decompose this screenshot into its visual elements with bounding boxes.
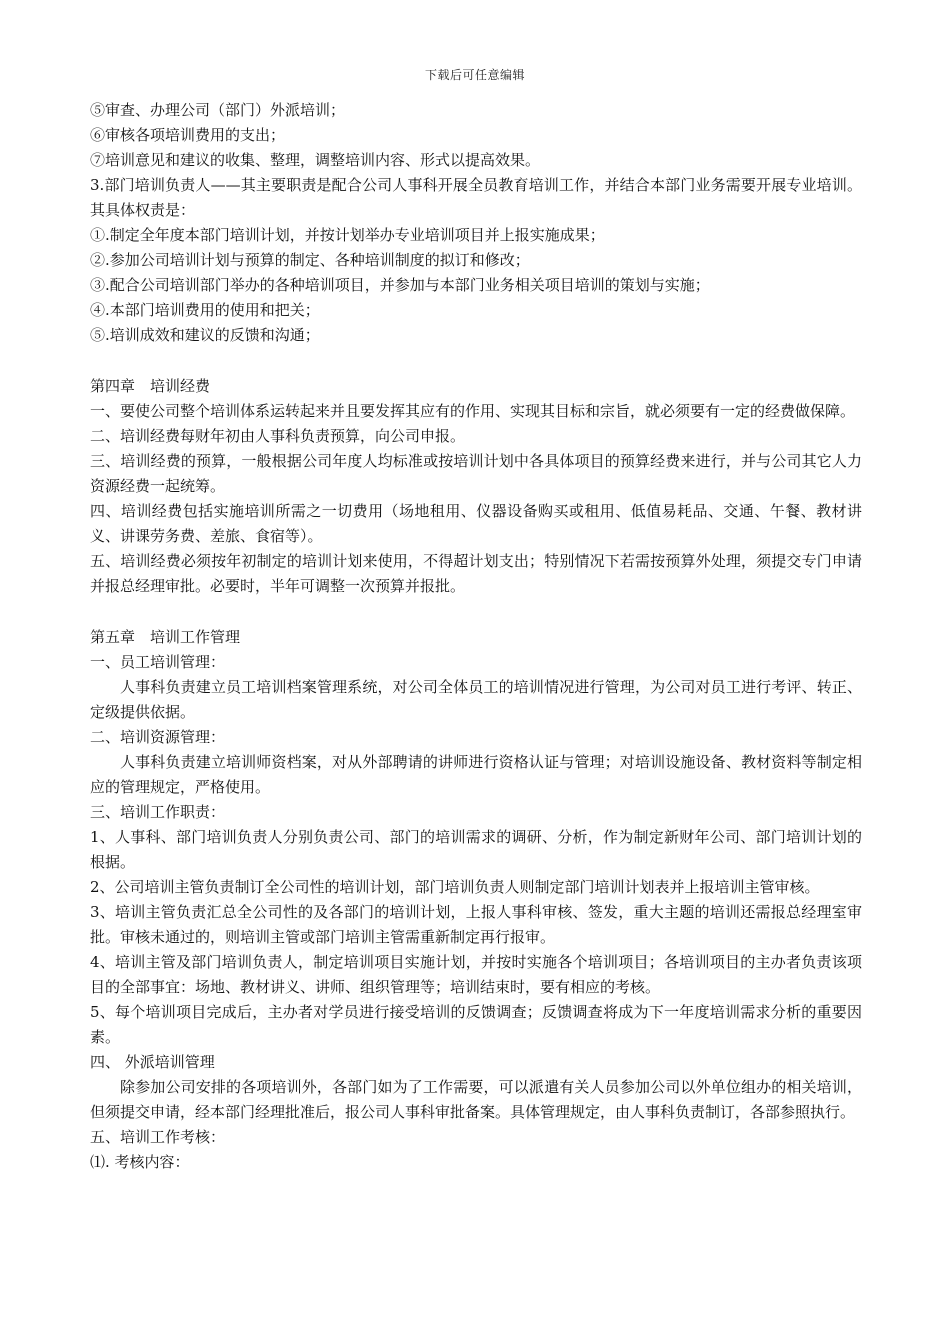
paragraph: 第四章 培训经费 bbox=[90, 377, 211, 395]
paragraph: ③.配合公司培训部门举办的各种培训项目，并参加与本部门业务相关项目培训的策划与实施； bbox=[90, 276, 710, 294]
paragraph: ⑤审查、办理公司（部门）外派培训； bbox=[90, 101, 346, 119]
paragraph: ②.参加公司培训计划与预算的制定、各种培训制度的拟订和修改； bbox=[90, 251, 530, 269]
paragraph: ⑤.培训成效和建议的反馈和沟通； bbox=[90, 326, 320, 344]
paragraph: 二、培训资源管理： bbox=[90, 728, 226, 746]
paragraph: 1、人事科、部门培训负责人分别负责公司、部门的培训需求的调研、分析，作为制定新财年公司、部门培训计划的根据。 bbox=[90, 828, 862, 871]
paragraph: ④.本部门培训费用的使用和把关； bbox=[90, 301, 320, 319]
paragraph: 四、培训经费包括实施培训所需之一切费用（场地租用、仪器设备购买或租用、低值易耗品、交通、午餐、教材讲义、讲课劳务费、差旅、食宿等）。 bbox=[90, 502, 862, 545]
paragraph: ⑥审核各项培训费用的支出； bbox=[90, 126, 286, 144]
paragraph-spacer bbox=[90, 348, 862, 374]
paragraph: 人事科负责建立员工培训档案管理系统，对公司全体员工的培训情况进行管理，为公司对员工进行考评、转正、定级提供依据。 bbox=[90, 678, 862, 721]
document-body bbox=[90, 98, 862, 1175]
paragraph: 三、培训工作职责： bbox=[90, 803, 226, 821]
paragraph: 5、每个培训项目完成后，主办者对学员进行接受培训的反馈调查；反馈调查将成为下一年度培训需求分析的重要因素。 bbox=[90, 1003, 862, 1046]
paragraph: 人事科负责建立培训师资档案，对从外部聘请的讲师进行资格认证与管理；对培训设施设备、教材资料等制定相应的管理规定，严格使用。 bbox=[90, 753, 862, 796]
paragraph: 二、培训经费每财年初由人事科负责预算，向公司申报。 bbox=[90, 427, 466, 445]
paragraph: 4、培训主管及部门培训负责人，制定培训项目实施计划，并按时实施各个培训项目；各培训项目的主办者负责该项目的全部事宜：场地、教材讲义、讲师、组织管理等；培训结束时，要有相应的考核。 bbox=[90, 953, 862, 996]
paragraph: 一、要使公司整个培训体系运转起来并且要发挥其应有的作用、实现其目标和宗旨，就必须要有一定的经费做保障。 bbox=[90, 402, 856, 420]
paragraph: 三、培训经费的预算，一般根据公司年度人均标准或按培训计划中各具体项目的预算经费来进行，并与公司其它人力资源经费一起统筹。 bbox=[90, 452, 862, 495]
paragraph: 除参加公司安排的各项培训外，各部门如为了工作需要，可以派遣有关人员参加公司以外单位组办的相关培训，但须提交申请，经本部门经理批准后，报公司人事科审批备案。具体管理规定，由人事科负责制订，各部参照执行。 bbox=[90, 1078, 862, 1121]
paragraph: ⑴. 考核内容： bbox=[90, 1153, 190, 1171]
paragraph: 五、培训工作考核： bbox=[90, 1128, 226, 1146]
paragraph: 一、员工培训管理： bbox=[90, 653, 226, 671]
paragraph: ①.制定全年度本部门培训计划，并按计划举办专业培训项目并上报实施成果； bbox=[90, 226, 605, 244]
paragraph: 五、培训经费必须按年初制定的培训计划来使用，不得超计划支出；特别情况下若需按预算外处理，须提交专门申请并报总经理审批。必要时，半年可调整一次预算并报批。 bbox=[90, 552, 862, 595]
paragraph: 3、培训主管负责汇总全公司性的及各部门的培训计划，上报人事科审核、签发，重大主题的培训还需报总经理室审批。审核未通过的，则培训主管或部门培训主管需重新制定再行报审。 bbox=[90, 903, 862, 946]
paragraph: 第五章 培训工作管理 bbox=[90, 628, 241, 646]
page-header: 下载后可任意编辑 bbox=[424, 68, 525, 82]
paragraph: 2、公司培训主管负责制订全公司性的培训计划，部门培训负责人则制定部门培训计划表并上报培训主管审核。 bbox=[90, 878, 820, 896]
paragraph: 3.部门培训负责人——其主要职责是配合公司人事科开展全员教育培训工作，并结合本部门业务需要开展专业培训。其具体权责是： bbox=[90, 176, 862, 219]
paragraph: 四、 外派培训管理 bbox=[90, 1053, 215, 1071]
paragraph: ⑦培训意见和建议的收集、整理，调整培训内容、形式以提高效果。 bbox=[90, 151, 541, 169]
paragraph-spacer bbox=[90, 599, 862, 625]
